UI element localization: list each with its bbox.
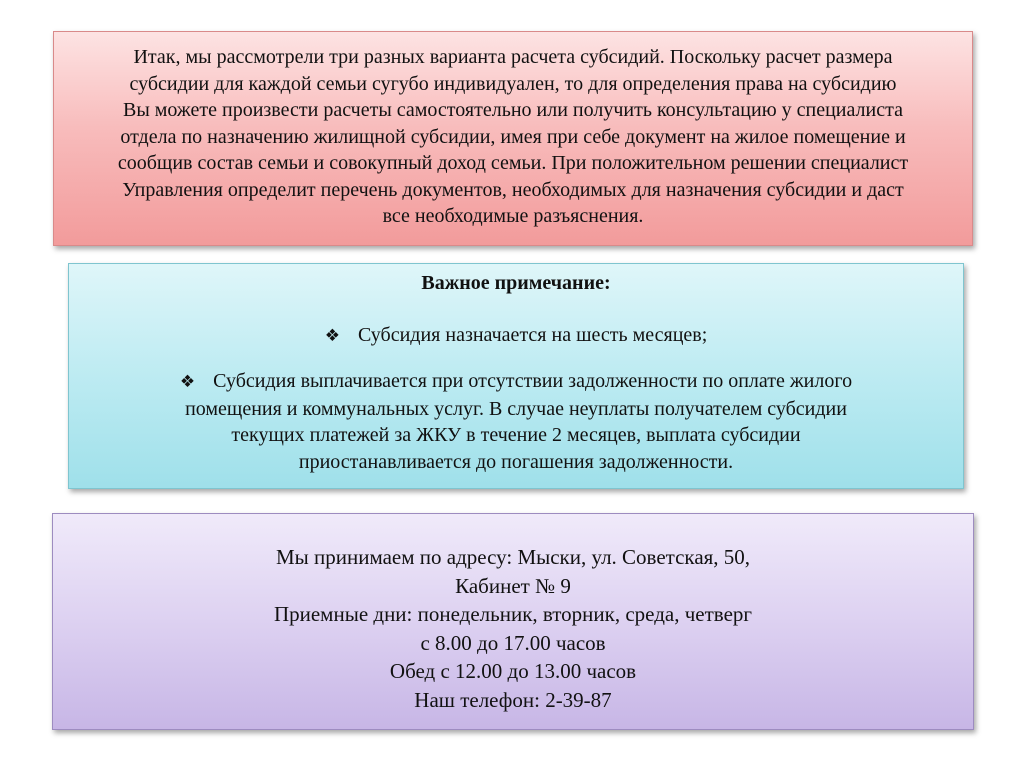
contact-hours: с 8.00 до 17.00 часов xyxy=(420,630,606,655)
intro-text-line: Управления определит перечень документов, необходимых для назначения субсидии и даст xyxy=(122,178,904,201)
bullet-line: текущих платежей за ЖКУ в течение 2 месяцев, выплата субсидии xyxy=(231,424,801,446)
bullet-text: Субсидия выплачивается при отсутствии задолженности по оплате жилого xyxy=(213,370,853,392)
note-bullet-term xyxy=(89,322,943,350)
important-note-panel xyxy=(68,263,964,489)
note-title: Важное примечание: xyxy=(421,272,611,294)
bullet-text: Субсидия назначается на шесть месяцев; xyxy=(357,323,708,346)
contact-phone: Наш телефон: 2-39-87 xyxy=(414,687,612,712)
bullet-line: приостанавливается до погашения задолженности. xyxy=(298,450,734,473)
contact-office: Кабинет № 9 xyxy=(455,573,571,598)
intro-text-line: Вы можете произвести расчеты самостоятельно или получить консультацию у специалиста xyxy=(123,99,903,121)
intro-text-line: все необходимые разъяснения. xyxy=(382,205,644,227)
intro-text-line: Итак, мы рассмотрели три разных варианта расчета субсидий. Поскольку расчет размера xyxy=(133,46,893,68)
intro-text-line: сообщив состав семьи и совокупный доход семьи. При положительном решении специалист xyxy=(117,152,909,174)
contact-lunch: Обед с 12.00 до 13.00 часов xyxy=(389,659,637,683)
bullet-line: помещения и коммунальных услуг. В случае неуплаты получателем субсидии xyxy=(185,397,847,420)
diamond-bullet-icon: ❖ xyxy=(179,372,196,392)
diamond-bullet-icon: ❖ xyxy=(324,325,340,346)
bullet-line xyxy=(89,368,943,396)
intro-text-line: отдела по назначению жилищной субсидии, имея при себе документ на жилое помещение и xyxy=(120,125,906,148)
intro-panel xyxy=(53,31,973,246)
intro-text-line: субсидии для каждой семьи сугубо индивидуален, то для определения права на субсидию xyxy=(129,72,897,95)
contact-panel xyxy=(52,513,974,730)
note-bullet-payment xyxy=(89,368,943,475)
contact-address: Мы принимаем по адресу: Мыски, ул. Советская, 50, xyxy=(275,545,751,569)
contact-reception-days: Приемные дни: понедельник, вторник, среда, четверг xyxy=(273,602,753,626)
bullet-line xyxy=(89,322,943,350)
